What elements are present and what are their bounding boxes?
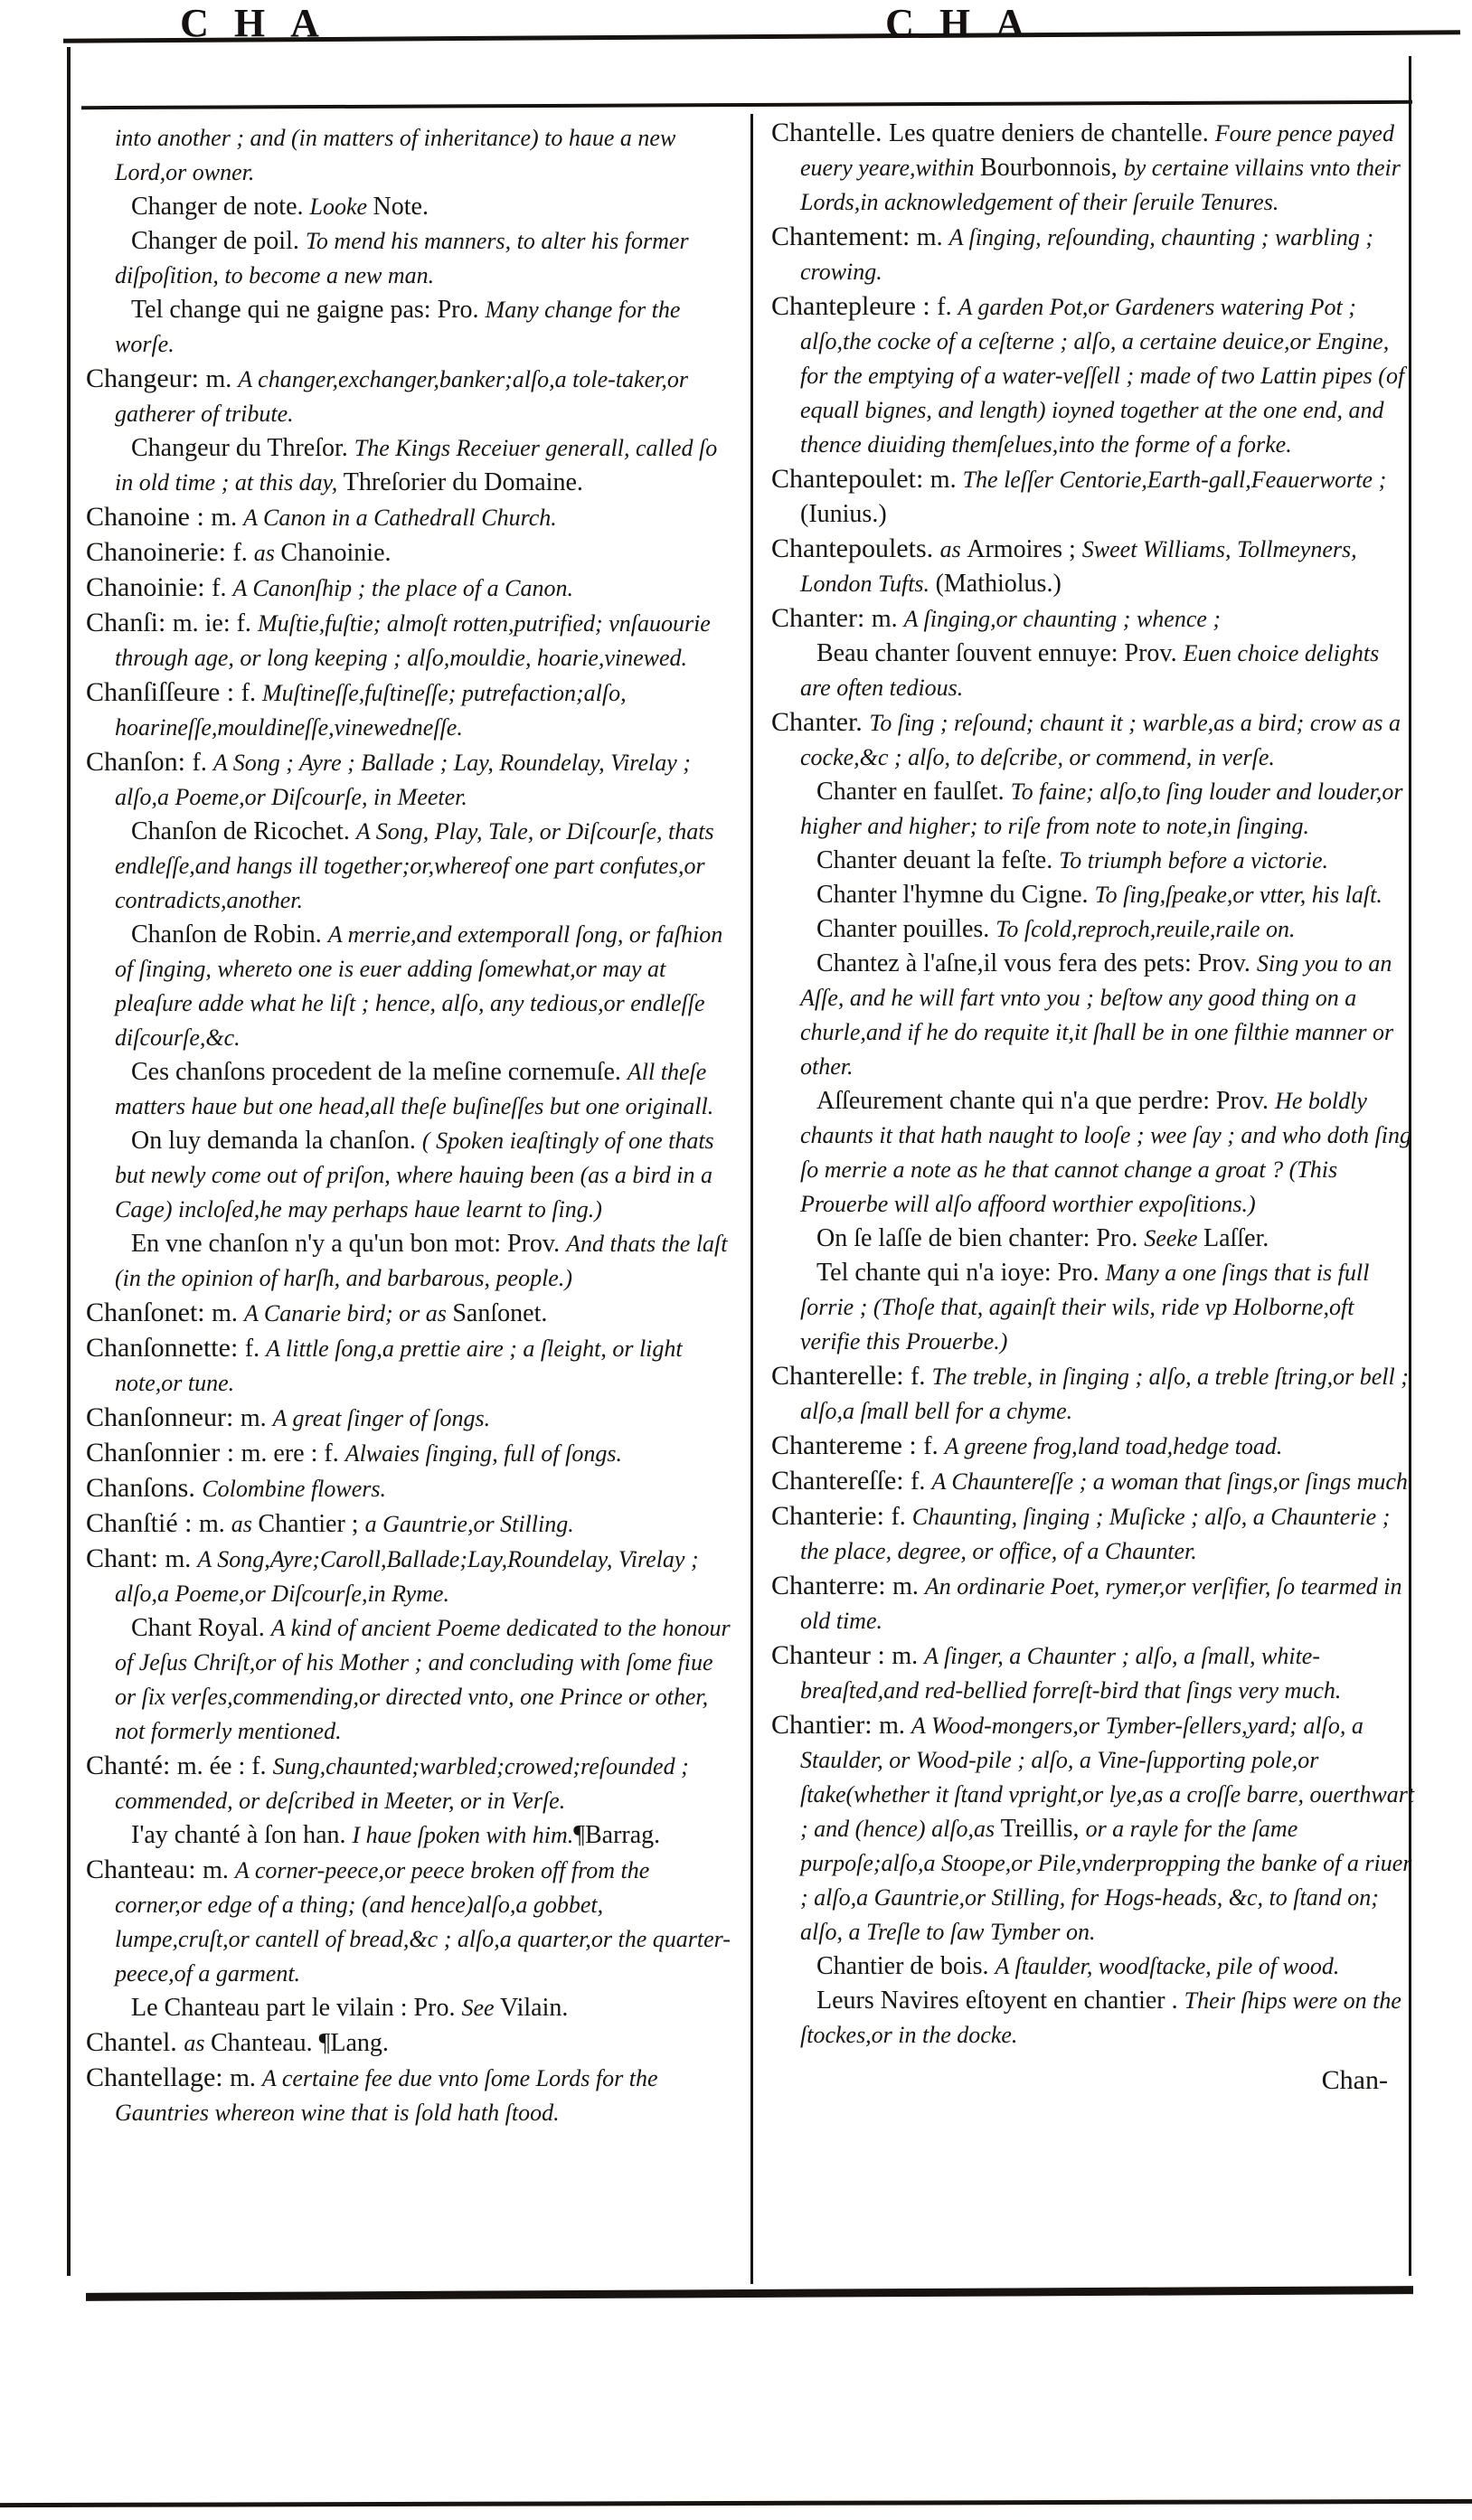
french-text: Sanſonet. [452, 1299, 548, 1327]
headword: Chantereſſe: [771, 1466, 911, 1496]
entry-paragraph [771, 1710, 1415, 1951]
headword: Chanſon: [86, 747, 193, 777]
entry-paragraph [86, 1402, 733, 1438]
entry-paragraph [771, 777, 1415, 845]
entry-paragraph [771, 1571, 1415, 1640]
french-text: m. ée : f. [176, 1752, 273, 1780]
headword: Chanterie: [771, 1501, 892, 1531]
french-text: Chanter en faulſet. [816, 778, 1011, 806]
english-gloss: A ſinging,or chaunting ; whence ; [903, 606, 1222, 632]
english-gloss: To ſing ; reſound; chaunt it ; warble,as a bird; crow as a cocke,&c ; alſo, to deſcribe, or commend, in verſe. [800, 710, 1401, 770]
english-gloss: A merrie,and extemporall ſong, or faſhion of ſinging, whereto one is euer adding ſomewhat,or may at pleaſure adde what he liſt ; hence, alſo, any tedious,or endleſſe diſcourſe,&c. [115, 921, 723, 1051]
english-gloss: Alwaies ſinging, full of ſongs. [344, 1440, 622, 1467]
english-gloss: A ſtaulder, woodſtacke, pile of wood. [995, 1953, 1340, 1979]
entry-paragraph [86, 920, 733, 1057]
english-gloss: See [461, 1995, 501, 2021]
entry-paragraph [86, 816, 733, 920]
french-text: m. [230, 2064, 262, 2092]
english-gloss: A great ſinger of ſongs. [272, 1405, 491, 1431]
headword: Chanſi: [86, 608, 173, 637]
english-gloss: Colombine flowers. [202, 1476, 387, 1502]
english-gloss: A Song ; Ayre ; Ballade ; Lay, Roundelay, Virelay ; alſo,a Poeme,or Diſcourſe, in Meeter. [115, 750, 691, 810]
french-text: On luy demanda la chanſon. [131, 1127, 422, 1155]
french-text: Chantier de bois. [816, 1952, 995, 1980]
french-text: Le Chanteau part le vilain : Pro. [131, 1994, 462, 2022]
french-text: Bourbonnois, [980, 154, 1124, 182]
headword: Chanoine : [86, 502, 212, 532]
english-gloss: The Kings Receiuer generall, called ſo in old time ; at this day, [115, 435, 718, 496]
english-gloss: A Canonſhip ; the place of a Canon. [232, 575, 573, 601]
entry-paragraph [771, 845, 1415, 880]
french-text: f. [937, 293, 958, 321]
french-text: f. [911, 1363, 932, 1391]
french-text: Chanſon de Robin. [131, 920, 328, 949]
entry-paragraph [771, 1986, 1415, 2054]
running-header-right: CHA [885, 1, 1050, 45]
french-text: Chan- [1321, 2065, 1388, 2095]
french-text: f. [891, 1503, 912, 1531]
headword: Chantement: [771, 222, 917, 251]
english-gloss: Euen choice delights are often tedious. [800, 640, 1380, 701]
entry-paragraph [771, 638, 1415, 707]
english-gloss: Many a one ſings that is full ſorrie ; (Thoſe that, againſt their wils, ride vp Holborne,oft verifie this Prouerbe.) [800, 1260, 1370, 1354]
english-gloss: A Chauntereſſe ; a woman that ſings,or ſings much. [931, 1468, 1414, 1495]
french-text: Aſſeurement chante qui n'a que perdre: Prov. [816, 1087, 1276, 1115]
headword: Chanter. [771, 707, 870, 737]
english-gloss: Seeke [1144, 1225, 1203, 1251]
entry-paragraph [771, 464, 1415, 533]
french-text: I'ay chanté à ſon han. [131, 1821, 353, 1849]
english-gloss: A greene frog,land toad,hedge toad. [944, 1433, 1283, 1459]
entry-paragraph [86, 363, 733, 433]
french-text: Chanoinie. [280, 539, 392, 567]
entry-paragraph [86, 572, 733, 608]
french-text: On ſe laſſe de bien chanter: Pro. [816, 1224, 1145, 1252]
french-text: Chanteau. ¶Lang. [210, 2029, 389, 2057]
english-gloss: A Song, Play, Tale, or Diſcourſe, thats endleſſe,and hangs ill together;or,whereof one part confutes,or contradicts,another. [115, 818, 714, 913]
english-gloss: Sing you to an Aſſe, and he will fart vnto you ; beſtow any good thing on a churle,and if he do requite it,it ſhall be in one filthie manner or other. [800, 950, 1394, 1080]
french-text: (Iunius.) [800, 500, 887, 528]
french-text: f. [241, 679, 262, 707]
french-text: m. [203, 1856, 235, 1884]
english-gloss: A corner-peece,or peece broken off from the corner,or edge of a thing; (and hence)alſo,a gobbet, lumpe,cruſt,or cantell of bread,&c ; alſo,a quarter,or the quarter-peece,of a garment. [115, 1857, 731, 1987]
french-text: (Mathiolus.) [935, 570, 1062, 598]
entry-paragraph [86, 433, 733, 502]
entry-paragraph [86, 502, 733, 537]
headword: Chanſonnier : [86, 1438, 241, 1468]
english-gloss: Sweet Williams, Tollmeyners, London Tufts. [800, 536, 1357, 597]
french-text: En vne chanſon n'y a qu'un bon mot: Prov. [131, 1230, 567, 1258]
entry-paragraph [771, 1501, 1415, 1571]
english-gloss: Many change for the worſe. [115, 297, 681, 357]
entry-paragraph [771, 707, 1415, 777]
headword: Chanteau: [86, 1855, 203, 1884]
french-text: f. [911, 1468, 932, 1496]
entry-paragraph [771, 1466, 1415, 1501]
headword: Chantepoulet: [771, 464, 930, 494]
english-gloss: Looke [309, 193, 373, 220]
page-bottom-rule [0, 2499, 1472, 2507]
french-text: m. [916, 223, 949, 251]
english-gloss: To ſing,ſpeake,or vtter, his laſt. [1094, 882, 1382, 908]
headword: Chanſonneur: [86, 1402, 241, 1432]
entry-paragraph [86, 1057, 733, 1126]
english-gloss: Muſtie,fuſtie; almoſt rotten,putrified; vnſauourie through age, or long keeping ; alſo,mouldie, hoarie,vinewed. [115, 610, 711, 671]
entry-paragraph [771, 1951, 1415, 1986]
french-text: Changer de note. [131, 193, 310, 221]
english-gloss: A garden Pot,or Gardeners watering Pot ; alſo,the cocke of a ceſterne ; alſo, a certaine deuice,or Engine, for the emptying of a water-veſſell ; made of two Lattin pipes (of equall bignes, and length) ioyned together at the one end, and thence diuiding themſelues,into the forme of a forke. [800, 294, 1405, 458]
entry-paragraph [771, 1223, 1415, 1258]
entry-paragraph [86, 747, 733, 816]
entry-paragraph [771, 603, 1415, 638]
french-text: f. [232, 539, 254, 567]
left-border [67, 47, 71, 2276]
french-text: Changeur du Threſor. [131, 434, 354, 462]
headword: Chantier: [771, 1710, 880, 1740]
french-text: Leurs Navires eſtoyent en chantier . [816, 1987, 1184, 2015]
english-gloss: I haue ſpoken with him. [352, 1822, 574, 1848]
english-gloss: The treble, in ſinging ; alſo, a treble ſtring,or bell ; alſo,a ſmall bell for a chyme. [800, 1364, 1409, 1424]
headword: Chanté: [86, 1751, 177, 1780]
english-gloss: To triumph before a victorie. [1059, 847, 1328, 873]
french-text: m. [211, 504, 244, 532]
french-text: f. [212, 574, 233, 602]
entry-paragraph [86, 1751, 733, 1820]
headword: Chantepoulets. [771, 533, 940, 563]
headword: Chant: [86, 1543, 165, 1573]
french-text: f. [244, 1335, 267, 1363]
english-gloss: A Canarie bird; or as [243, 1300, 453, 1326]
english-gloss: A little ſong,a prettie aire ; a ſleight, or light note,or tune. [115, 1336, 683, 1396]
entry-paragraph [86, 1298, 733, 1333]
headword: Chanſiſſeure : [86, 677, 241, 707]
entry-paragraph [86, 192, 733, 226]
french-text: Chant Royal. [131, 1614, 271, 1642]
english-gloss: into another ; and (in matters of inheritance) to haue a new Lord,or owner. [115, 125, 676, 185]
entry-paragraph [771, 291, 1415, 464]
french-text: Chantez à l'aſne,il vous fera des pets: Prov. [816, 949, 1257, 977]
english-gloss: A changer,exchanger,banker;alſo,a tole-taker,or gatherer of tribute. [115, 366, 688, 427]
french-text: m. [871, 605, 904, 633]
headword: Chantellage: [86, 2062, 231, 2092]
header-rule [81, 100, 1412, 109]
english-gloss: Muſtineſſe,fuſtineſſe; putrefaction;alſo, hoarineſſe,mouldineſſe,vinewedneſſe. [115, 680, 627, 741]
french-text: Treillis, [1000, 1815, 1086, 1843]
entry-paragraph [86, 1333, 733, 1402]
french-text: m. [212, 1299, 244, 1327]
french-text: m. [205, 365, 239, 393]
french-text: Chanter pouilles. [816, 915, 996, 943]
french-text: ¶Barrag. [573, 1821, 661, 1849]
english-gloss: All theſe matters haue but one head,all theſe buſineſſes but one originall. [115, 1059, 714, 1119]
headword: Chantelle. [771, 118, 889, 147]
column-right [771, 118, 1415, 2100]
headword: Chanoinerie: [86, 537, 233, 567]
french-text: Les quatre deniers de chantelle. [888, 119, 1215, 147]
french-text: Chantier ; [258, 1510, 365, 1538]
entry-paragraph [86, 1473, 733, 1508]
entry-paragraph [86, 226, 733, 295]
english-gloss: Foure pence payed euery yeare,within [800, 120, 1394, 181]
french-text: m. [929, 466, 963, 494]
english-gloss: To mend his manners, to alter his former diſpoſition, to become a new man. [115, 228, 689, 288]
english-gloss: Their ſhips were on the ſtockes,or in the docke. [800, 1987, 1401, 2048]
english-gloss: A ſinging, reſounding, chaunting ; warbling ; crowing. [800, 224, 1374, 285]
english-gloss: as [231, 1511, 259, 1537]
headword: Chanſons. [86, 1473, 203, 1503]
headword: Chantel. [86, 2027, 184, 2057]
french-text: Tel chante qui n'a ioye: Pro. [816, 1259, 1106, 1287]
entry-paragraph [771, 880, 1415, 914]
entry-paragraph [86, 1820, 733, 1855]
entry-paragraph [771, 222, 1415, 291]
entry-paragraph [86, 1613, 733, 1751]
english-gloss: To ſcold,reproch,reuile,raile on. [995, 916, 1296, 942]
entry-paragraph [771, 914, 1415, 949]
headword: Chantereme : [771, 1430, 924, 1460]
english-gloss: And thats the laſt (in the opinion of harſh, and barbarous, people.) [115, 1231, 728, 1291]
entry-paragraph [86, 677, 733, 747]
entry-paragraph [771, 1086, 1415, 1223]
entry-paragraph [86, 1543, 733, 1613]
catchword [771, 2065, 1415, 2100]
english-gloss: He boldly chaunts it that hath naught to looſe ; wee ſay ; and who doth ſing ſo merrie a note as he that cannot change a groat ? (This Prouerbe will alſo affoord worthier expoſitions.) [800, 1088, 1411, 1217]
entry-paragraph [86, 123, 733, 192]
running-header-left: CHA [180, 1, 344, 45]
french-text: m. [198, 1510, 231, 1538]
entry-paragraph [86, 1229, 733, 1298]
entry-paragraph [86, 537, 733, 572]
english-gloss: An ordinarie Poet, rymer,or verſifier, ſo tearmed in old time. [800, 1573, 1402, 1634]
french-text: Ces chanſons procedent de la meſine cornemuſe. [131, 1058, 627, 1086]
entry-paragraph [86, 2062, 733, 2132]
entry-paragraph [771, 949, 1415, 1086]
french-text: Changer de poil. [131, 227, 306, 255]
english-gloss: or a rayle for the ſame purpoſe;alſo,a Stoope,or Pile,vnderpropping the banke of a riuer ; alſo,a Gauntrie,or Stilling, for Hogs-heads, &c, to ſtand on; alſo, a Treſle to ſaw Tymber on. [800, 1816, 1412, 1945]
headword: Chanſtié : [86, 1508, 199, 1538]
entry-paragraph [86, 295, 733, 363]
french-text: Tel change qui ne gaigne pas: Pro. [131, 296, 486, 324]
english-gloss: Chaunting, ſinging ; Muſicke ; alſo, a Chaunterie ; the place, degree, or office, of a Chaunter. [800, 1504, 1391, 1564]
french-text: m. ie: f. [172, 609, 258, 637]
headword: Chanter: [771, 603, 872, 633]
french-text: Threſorier du Domaine. [343, 468, 583, 496]
headword: Chanterelle: [771, 1361, 911, 1391]
french-text: Chanſon de Ricochet. [131, 817, 356, 845]
english-gloss: by certaine villains vnto their Lords,in acknowledgement of their ſeruile Tenures. [800, 155, 1401, 215]
french-text: m. [240, 1404, 273, 1432]
english-gloss: The leſſer Centorie,Earth-gall,Feauerworte ; [962, 467, 1387, 493]
english-gloss: A Wood-mongers,or Tymber-ſellers,yard; alſo, a Staulder, or Wood-pile ; alſo, a Vine-ſupporting pole,or ſtake(whether it ſtand vpright,or lye,as a croſſe barre, ouerthwart ; and (hence) alſo,as [800, 1713, 1415, 1842]
entry-paragraph [86, 1438, 733, 1473]
entry-paragraph [86, 1126, 733, 1229]
entry-paragraph [771, 1258, 1415, 1361]
french-text: Chanter deuant la feſte. [816, 846, 1060, 874]
entry-paragraph [771, 118, 1415, 222]
english-gloss: as [253, 540, 281, 566]
english-gloss: Sung,chaunted;warbled;crowed;reſounded ; commended, or deſcribed in Meeter, or in Verſe. [115, 1753, 689, 1814]
french-text: m. ere : f. [241, 1439, 345, 1468]
entry-paragraph [86, 1855, 733, 1993]
french-text: Note. [373, 193, 429, 221]
entry-paragraph [771, 533, 1415, 603]
column-left [86, 123, 733, 2132]
entry-paragraph [86, 608, 733, 677]
english-gloss: A Song,Ayre;Caroll,Ballade;Lay,Roundelay, Virelay ; alſo,a Poeme,or Diſcourſe,in Ryme. [115, 1546, 699, 1607]
headword: Chanoinie: [86, 572, 212, 602]
english-gloss: a Gauntrie,or Stilling. [364, 1511, 574, 1537]
headword: Chanſonnette: [86, 1333, 245, 1363]
english-gloss: A Canon in a Cathedrall Church. [243, 505, 557, 531]
french-text: m. [879, 1712, 911, 1740]
french-text: m. [892, 1642, 925, 1670]
headword: Changeur: [86, 363, 206, 393]
french-text: f. [192, 749, 213, 777]
french-text: Vilain. [500, 1994, 569, 2022]
english-gloss: A certaine fee due vnto ſome Lords for the Gauntries whereon wine that is ſold hath ſtood. [115, 2065, 658, 2126]
english-gloss: A kind of ancient Poeme dedicated to the honour of Jeſus Chriſt,or of his Mother ; and concluding with ſome fiue or ſix verſes,commending,or directed vnto, one Prince or other, not formerly mentioned. [115, 1615, 731, 1744]
french-text: m. [165, 1545, 198, 1573]
french-text: Laſſer. [1203, 1224, 1269, 1252]
headword: Chantepleure : [771, 291, 938, 321]
english-gloss: as [939, 536, 967, 562]
french-text: Beau chanter ſouvent ennuye: Prov. [816, 639, 1184, 667]
entry-paragraph [771, 1430, 1415, 1466]
entry-paragraph [86, 2027, 733, 2062]
headword: Chanteur : [771, 1640, 892, 1670]
column-divider [750, 114, 753, 2284]
entry-paragraph [86, 1508, 733, 1543]
french-text: f. [923, 1432, 945, 1460]
english-gloss: as [184, 2030, 211, 2056]
headword: Chanterre: [771, 1571, 893, 1600]
english-gloss: A ſinger, a Chaunter ; alſo, a ſmall, white-breaſted,and red-bellied forreſt-bird that ſings very much. [800, 1643, 1342, 1704]
bottom-rule [86, 2286, 1413, 2301]
entry-paragraph [771, 1361, 1415, 1430]
entry-paragraph [771, 1640, 1415, 1710]
headword: Chanſonet: [86, 1298, 212, 1327]
english-gloss: ( Spoken ieaſtingly of one thats but newly come out of priſon, where hauing been (as a bird in a Cage) incloſed,he may perhaps haue learnt to ſing.) [115, 1128, 714, 1222]
entry-paragraph [86, 1993, 733, 2027]
french-text: Armoires ; [967, 535, 1082, 563]
english-gloss: To faine; alſo,to ſing louder and louder,or higher and higher; to riſe from note to note,in ſinging. [800, 779, 1403, 839]
french-text: m. [892, 1572, 925, 1600]
french-text: Chanter l'hymne du Cigne. [816, 881, 1095, 909]
